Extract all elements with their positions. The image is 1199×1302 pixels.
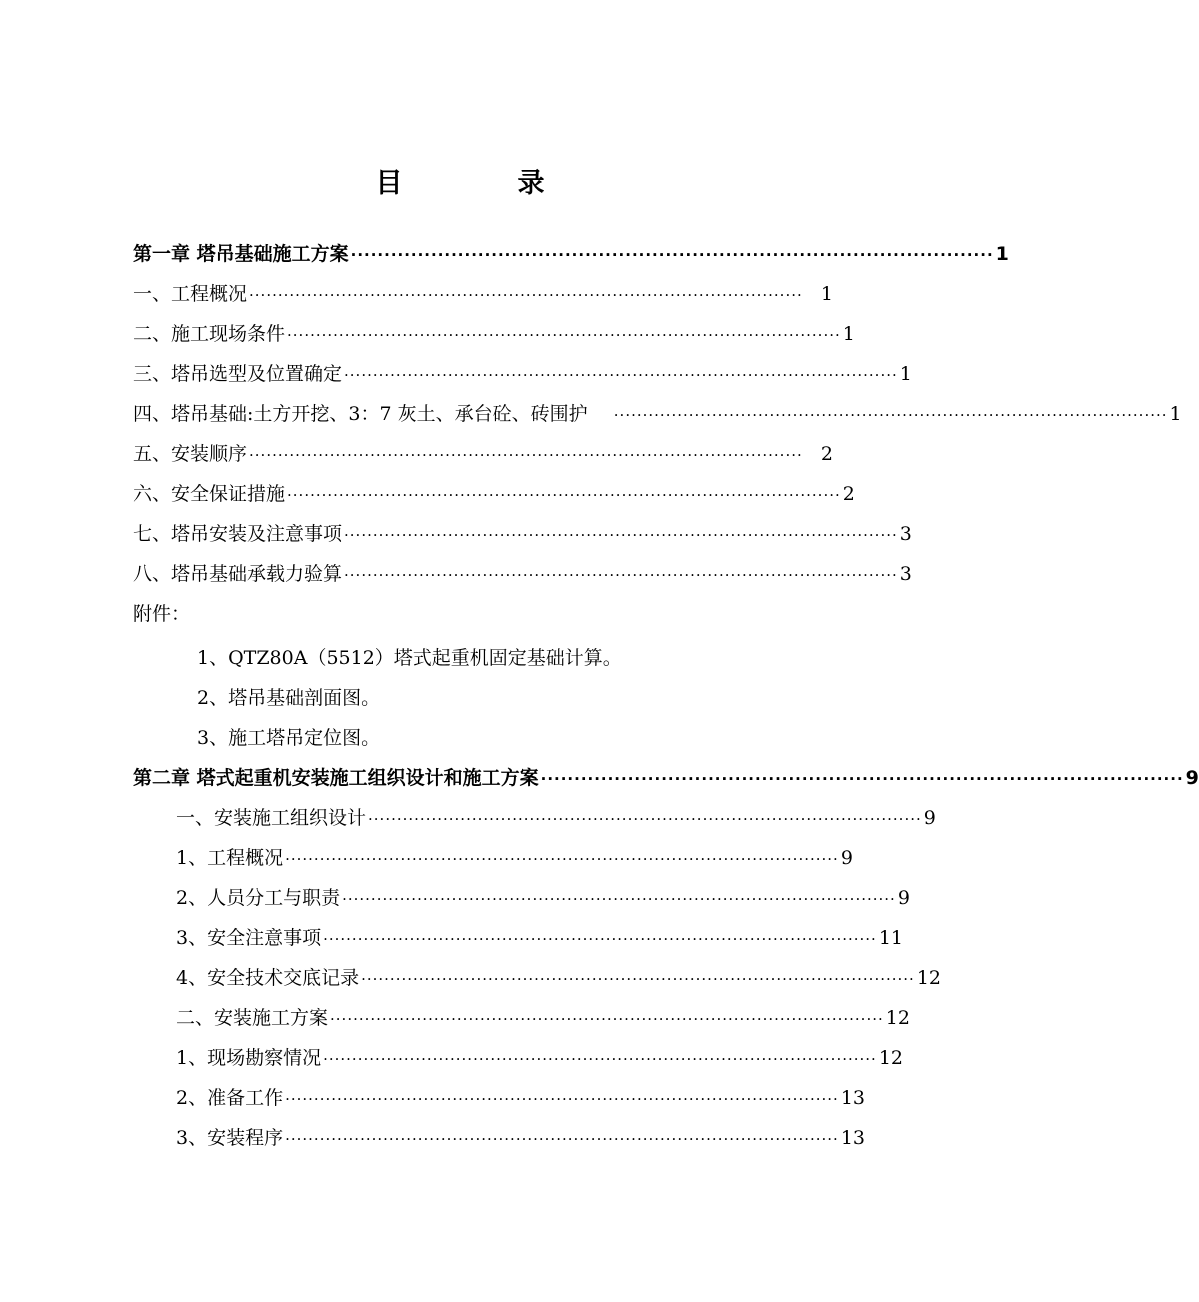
- toc-entry-page: 2: [842, 483, 855, 505]
- toc-entry-page: 1: [995, 243, 1009, 265]
- toc-entry-label: 六、安全保证措施: [133, 483, 286, 505]
- toc-entry-page: 3: [899, 563, 912, 585]
- toc-entry[interactable]: [176, 958, 942, 998]
- toc-entry-label: 四、塔吊基础:土方开挖、3：7 灰土、承台砼、砖围护: [133, 403, 612, 425]
- toc-entry-page: 12: [878, 1047, 904, 1069]
- dot-leader: ································································································: [344, 526, 898, 544]
- toc-entry-label: 三、塔吊选型及位置确定: [133, 363, 343, 385]
- toc-entry-page: 9: [897, 887, 910, 909]
- toc-entry[interactable]: [133, 274, 833, 314]
- toc-entry[interactable]: [133, 514, 912, 554]
- toc-entry-page: 1: [1169, 403, 1182, 425]
- dot-leader: ································································································: [323, 1050, 877, 1068]
- dot-leader: ································································································: [287, 486, 841, 504]
- dot-leader: ································································································: [368, 810, 922, 828]
- toc-entry[interactable]: [133, 434, 833, 474]
- toc-entry-page: 9: [840, 847, 853, 869]
- toc-entry[interactable]: [176, 1118, 866, 1158]
- toc-entry-page: 1: [842, 323, 855, 345]
- toc-entry-page: 9: [1185, 767, 1199, 789]
- appendix-heading: 附件：: [133, 603, 191, 625]
- dot-leader: ································································································: [344, 366, 898, 384]
- toc-entry-page: 13: [840, 1127, 866, 1149]
- toc-entry-page: 2: [820, 443, 833, 465]
- toc-entry-label: 八、塔吊基础承载力验算: [133, 563, 343, 585]
- toc-entry-page: 9: [923, 807, 936, 829]
- toc-entry-label: 七、塔吊安装及注意事项: [133, 523, 343, 545]
- dot-leader: ································································································: [361, 970, 915, 988]
- toc-entry-label: 3、安装程序: [176, 1127, 284, 1149]
- toc-entry[interactable]: [176, 1078, 866, 1118]
- dot-leader: ································································································: [344, 566, 898, 584]
- toc-entry[interactable]: [133, 354, 912, 394]
- toc-entry-page: 13: [840, 1087, 866, 1109]
- toc-entry-label: 4、安全技术交底记录: [176, 967, 360, 989]
- page-title: [0, 166, 920, 202]
- toc-entry-chapter-2[interactable]: [133, 758, 1199, 798]
- toc-entry-page: 12: [885, 1007, 910, 1029]
- dot-leader: ································································································: [285, 1090, 839, 1108]
- dot-leader: ································································································: [249, 446, 803, 464]
- dot-leader: ································································································: [613, 406, 1168, 424]
- appendix-item: 1、QTZ80A（5512）塔式起重机固定基础计算。: [197, 647, 622, 669]
- dot-leader: ································································································: [249, 286, 803, 304]
- toc-entry-label: 第一章 塔吊基础施工方案: [133, 243, 349, 265]
- toc-entry-label: 二、安装施工方案: [176, 1007, 329, 1029]
- toc-entry-page: 12: [916, 967, 942, 989]
- toc-entry-label: 二、施工现场条件: [133, 323, 286, 345]
- dot-leader: ································································································: [285, 850, 839, 868]
- title-char-1: 目: [375, 168, 403, 199]
- toc-entry-page: 1: [820, 283, 833, 305]
- toc-entry[interactable]: [176, 798, 936, 838]
- toc-entry-page: 1: [899, 363, 912, 385]
- toc-entry[interactable]: [176, 838, 853, 878]
- toc-entry[interactable]: [133, 314, 855, 354]
- toc-entry[interactable]: [133, 554, 912, 594]
- toc-entry-label: 一、工程概况: [133, 283, 248, 305]
- toc-entry[interactable]: [176, 998, 910, 1038]
- toc-entry-page: 11: [878, 927, 904, 949]
- toc-entry[interactable]: [176, 918, 904, 958]
- toc-entry[interactable]: [176, 1038, 904, 1078]
- toc-entry-label: 1、工程概况: [176, 847, 284, 869]
- dot-leader: ································································································: [330, 1010, 884, 1028]
- toc-entry[interactable]: [176, 878, 910, 918]
- toc-entry-label: 2、人员分工与职责: [176, 887, 341, 909]
- toc-entry-label: 2、准备工作: [176, 1087, 284, 1109]
- toc-entry[interactable]: [133, 474, 855, 514]
- dot-leader: ································································································: [287, 326, 841, 344]
- dot-leader: ································································································: [323, 930, 877, 948]
- appendix-item: 3、施工塔吊定位图。: [197, 727, 381, 749]
- dot-leader: ································································································: [342, 890, 896, 908]
- toc-entry[interactable]: [133, 394, 1182, 434]
- toc-entry-chapter-1[interactable]: [133, 234, 1009, 274]
- toc-entry-label: 第二章 塔式起重机安装施工组织设计和施工方案: [133, 767, 539, 789]
- toc-entry-page: 3: [899, 523, 912, 545]
- toc-entry-label: 3、安全注意事项: [176, 927, 322, 949]
- toc-entry-label: 1、现场勘察情况: [176, 1047, 322, 1069]
- appendix-item: 2、塔吊基础剖面图。: [197, 687, 381, 709]
- dot-leader: ································································································: [540, 770, 1184, 788]
- title-char-2: 录: [517, 168, 545, 199]
- dot-leader: ································································································: [285, 1130, 839, 1148]
- toc-entry-label: 一、安装施工组织设计: [176, 807, 367, 829]
- dot-leader: ································································································: [350, 246, 994, 264]
- toc-entry-label: 五、安装顺序: [133, 443, 248, 465]
